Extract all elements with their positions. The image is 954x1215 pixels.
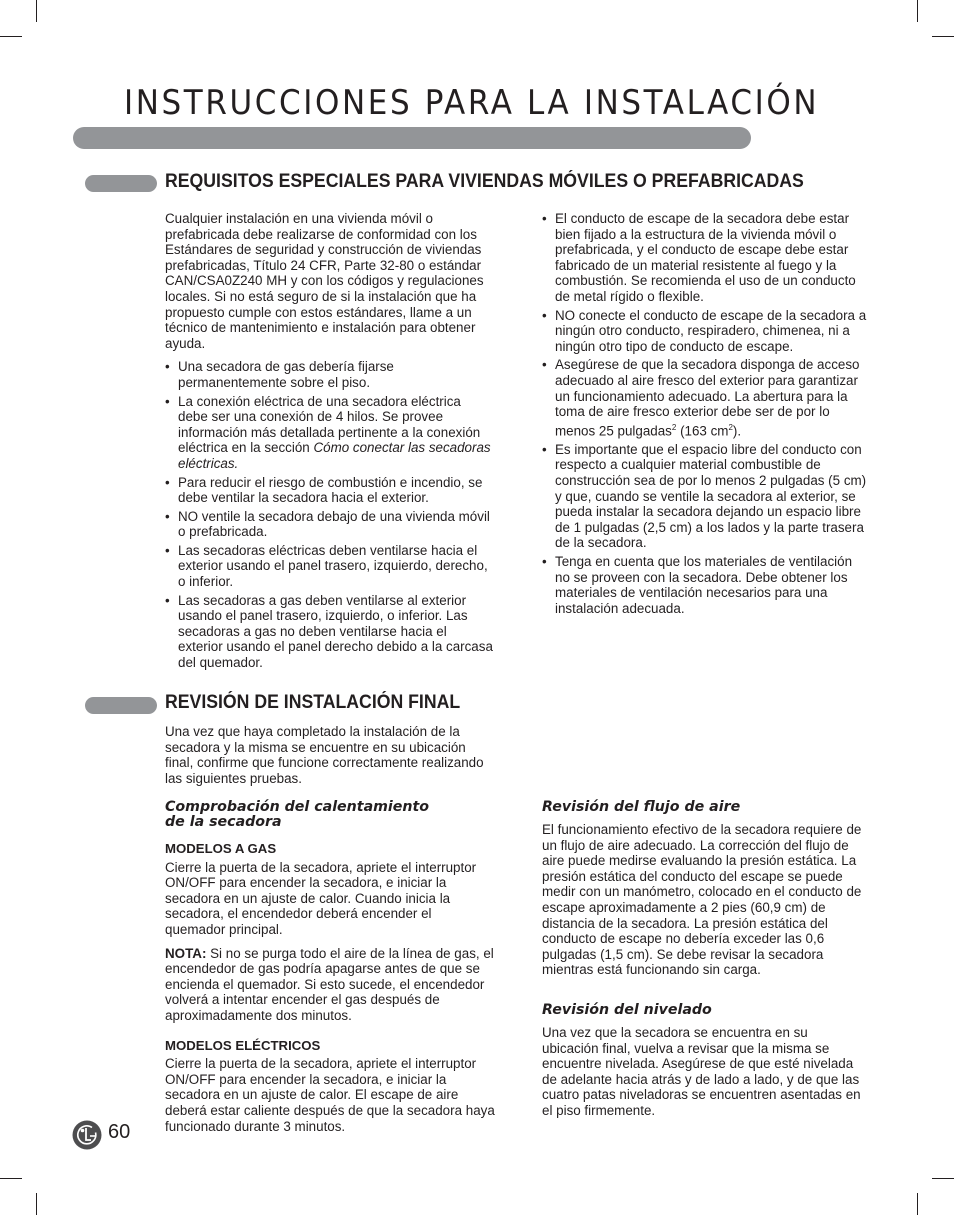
section2-intro: Una vez que haya completado la instalación de la secadora y la misma se encuentre en su ubicación final, confirme que funcione correctamente realizando las siguientes pruebas. (165, 724, 484, 786)
list-item: • El conducto de escape de la secadora debe estar bien fijado a la estructura de la vivienda móvil o prefabricada, y el conducto de escape debe estar fabricado de un material resistente al fuego y la combustión. Se recomienda el uso de un conducto de metal rígido o flexible. (542, 211, 867, 305)
superscript: 2 (728, 422, 733, 432)
section1-right-column (542, 211, 867, 619)
leveling-check-text: Una vez que la secadora se encuentra en su ubicación final, vuelva a revisar que la misma se encuentre nivelada. Asegúrese de que esté nivelada de adelante hacia atrás y de lado a lado, y de que las cuatro patas niveladoras se encuentren asentadas en el piso firmemente. (542, 1025, 861, 1118)
list-item-text: ). (732, 423, 742, 439)
section1-right-bullets (542, 211, 867, 616)
airflow-check-text: El funcionamiento efectivo de la secadora requiere de un flujo de aire adecuado. La corrección del flujo de aire puede medirse evaluando la presión estática. La presión estática del conducto del escape se puede medir con un manómetro, colocado en el conducto de escape aproximadamente a 2 pies (60,9 cm) de distancia de la secadora. La presión estática del conducto de escape no debería exceder las 0,6 pulgadas (1,5 cm). Se debe revisar la secadora mientras está funcionando sin carga. (542, 822, 862, 978)
crop-mark (932, 1178, 954, 1179)
heat-check-body (165, 841, 495, 1142)
list-item: • Las secadoras a gas deben ventilarse al exterior usando el panel trasero, izquierdo, o inferior. Las secadoras a gas no deben ventilarse hacia el exterior usando el panel derecho debido a la carcasa del quemador. (165, 593, 493, 671)
list-item: • Para reducir el riesgo de combustión e incendio, se debe ventilar la secadora hacia el exterior. (165, 475, 493, 506)
section2-intro-block (165, 724, 495, 794)
section-heading-mobile-homes: REQUISITOS ESPECIALES PARA VIVIENDAS MÓVILES O PREFABRICADAS (165, 171, 804, 192)
list-item: • Es importante que el espacio libre del conducto con respecto a cualquier material combustible de construcción sea de por lo menos 2 pulgadas (5 cm) y que, cuando se ventile la secadora al exterior, se pueda instalar la secadora dejando un espacio libre de 1 pulgadas (2,5 cm) a los lados y la parte trasera de la secadora. (542, 442, 867, 551)
list-item: • Tenga en cuenta que los materiales de ventilación no se proveen con la secadora. Debe obtener los materiales de ventilación necesarios para una instalación adecuada. (542, 554, 867, 616)
list-item-text: (163 cm (676, 423, 729, 439)
crop-mark (917, 1193, 918, 1215)
heat-check-title-line2: de la secadora (165, 814, 282, 830)
airflow-check-title: Revisión del flujo de aire (542, 799, 741, 815)
crop-mark (36, 0, 37, 22)
heat-check-title (165, 800, 495, 830)
section1-intro: Cualquier instalación en una vivienda móvil o prefabricada debe realizarse de conformidad con los Estándares de seguridad y construcción de viviendas prefabricadas, Título 24 CFR, Parte 32-80 o estándar CAN/CSA0Z240 MH y con los códigos y regulaciones locales. Si no está seguro de si la instalación que ha propuesto cumple con estos estándares, llame a un técnico de mantenimiento e instalación para obtener ayuda. (165, 211, 484, 351)
crop-mark (932, 36, 954, 37)
section1-left-column (165, 211, 493, 674)
leveling-check-title: Revisión del nivelado (542, 1002, 712, 1018)
title-underline-bar (73, 127, 751, 149)
leveling-check-body (542, 1025, 867, 1127)
crop-mark (0, 36, 22, 37)
crop-mark (917, 0, 918, 22)
electric-models-heading: MODELOS ELÉCTRICOS (165, 1037, 321, 1053)
crop-mark (36, 1193, 37, 1215)
section-heading-final-check: REVISIÓN DE INSTALACIÓN FINAL (165, 692, 461, 713)
list-item (165, 394, 493, 472)
list-item: • Las secadoras eléctricas deben ventilarse hacia el exterior usando el panel trasero, izquierdo, derecho, o inferior. (165, 543, 493, 590)
list-item (542, 357, 867, 438)
airflow-check-body (542, 822, 867, 986)
list-item: • NO ventile la secadora debajo de una vivienda móvil o prefabricada. (165, 509, 493, 540)
lg-logo-icon (72, 1120, 102, 1150)
superscript: 2 (671, 422, 677, 432)
crop-mark (0, 1178, 22, 1179)
section-reference: Cómo conectar las secadoras eléctricas. (178, 440, 491, 471)
section1-left-bullets (165, 359, 493, 670)
gas-models-text: Cierre la puerta de la secadora, apriete el interruptor ON/OFF para encender la secadora, e iniciar la secadora en un ajuste de calor. Cuando inicia la secadora, el encendedor deberá encender el quemador principal. (165, 859, 477, 937)
note-label: NOTA: (165, 945, 207, 961)
heat-check-title-line1: Comprobación del calentamiento (165, 799, 430, 815)
note-text: Si no se purga todo el aire de la línea de gas, el encendedor de gas podría apagarse antes de que se encienda el quemador. Si esto sucede, el encendedor volverá a intentar encender el gas después de aproximadamente dos minutos. (165, 945, 494, 1023)
note-paragraph (165, 946, 495, 1024)
list-item-text: La conexión eléctrica de una secadora eléctrica debe ser una conexión de 4 hilos. Se provee información más detallada pertinente a la conexión eléctrica en la sección (178, 393, 481, 456)
section-marker (85, 697, 157, 714)
gas-models-heading: MODELOS A GAS (165, 841, 277, 856)
list-item-text: Asegúrese de que la secadora disponga de acceso adecuado al aire fresco del exterior para garantizar un funcionamiento adecuado. La abertura para la toma de aire fresco exterior debe ser de por lo menos 25 pulgadas (555, 357, 860, 439)
page-title: INSTRUCCIONES PARA LA INSTALACIÓN (124, 84, 820, 123)
section-marker (85, 175, 157, 192)
page-number: 60 (108, 1121, 131, 1143)
list-item: • NO conecte el conducto de escape de la secadora a ningún otro conducto, respiradero, chimenea, ni a ningún otro tipo de conducto de escape. (542, 308, 867, 355)
list-item: • Una secadora de gas debería fijarse permanentemente sobre el piso. (165, 359, 493, 390)
electric-models-text: Cierre la puerta de la secadora, apriete el interruptor ON/OFF para encender la secadora, e iniciar la secadora en un ajuste de calor. El escape de aire deberá estar caliente después de que la secadora haya funcionado durante 3 minutos. (165, 1056, 495, 1134)
